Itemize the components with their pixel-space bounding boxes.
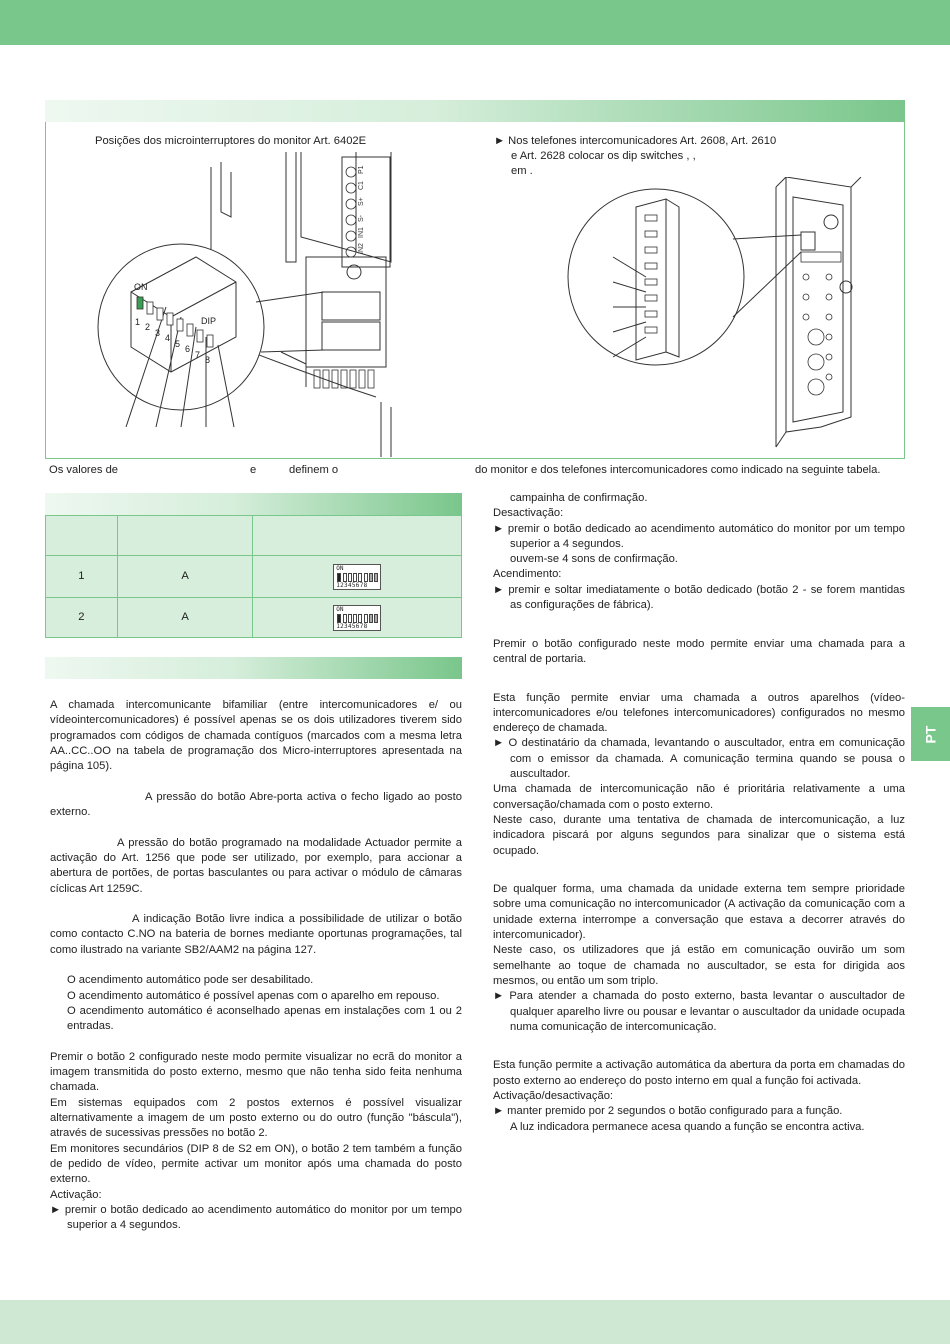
dip-number: 7 (195, 350, 201, 360)
dip-switch-setting: ON 12345678 (333, 564, 381, 590)
note-auto-on-entries: O acendimento automático é aconselhado apenas em instalações com 1 ou 2 entradas. (67, 1004, 462, 1033)
note-auto-on-disable: O acendimento automático pode ser desabilitado. (67, 974, 314, 987)
dip-switch-toggle (374, 614, 378, 623)
table-section-bar (45, 493, 462, 515)
right-text-column (493, 491, 905, 1135)
row-number: 1 (46, 556, 118, 598)
terminal-label: C1 (358, 181, 365, 190)
dip-label: DIP (201, 316, 217, 326)
row-number: 2 (46, 598, 118, 638)
values-line-part1: Os valores de (49, 464, 119, 476)
bullet-hold-button: ► manter premido por 2 segundos o botão configurado para a função. (493, 1105, 843, 1118)
dip-switch-toggle (343, 614, 347, 623)
row-letter: A (117, 598, 253, 638)
bullet-switch-on: ► premir e soltar imediatamente o botão dedicado (botão 2 - se forem mantidas as configurações de fábrica). (493, 583, 905, 612)
dip-switch-toggle (337, 573, 341, 582)
text-confirm-bell: campainha de confirmação. (510, 492, 648, 504)
figure-section-bar (45, 100, 905, 122)
footer-band (0, 1300, 950, 1344)
dip-switch-toggle (348, 614, 352, 623)
dip-switch-toggle (337, 614, 341, 623)
right-figure-caption-line3: em . (511, 165, 533, 177)
values-line-part3: definem o (289, 464, 339, 476)
paragraph-auto-door: Esta função permite a activação automática da abertura da porta em chamadas do posto externo ao endereço do posto interno em qual a função foi activada. (493, 1059, 905, 1087)
terminal-label: P1 (358, 165, 365, 174)
terminal-label: IN2 (358, 243, 365, 254)
paragraph-intercom-priority: Uma chamada de intercomunicação não é prioritária relativamente a uma conversação/chamada com o posto externo. (493, 783, 905, 811)
row-letter: A (117, 556, 253, 598)
terminal-label: S+ (358, 197, 365, 206)
dip-number: 3 (155, 328, 161, 338)
left-text-column (50, 698, 462, 1233)
paragraph-bascula: Em sistemas equipados com 2 postos externos é possível visualizar alternativamente a imagem de um posto externo ou do outro (função "báscula"), através de sucessivas pressões no botão 2. (50, 1096, 462, 1140)
right-figure-caption-line2: e Art. 2628 colocar os dip switches , , (511, 150, 696, 162)
dip-switch-toggle (369, 573, 373, 582)
intercom-dip-drawing (561, 177, 901, 457)
dip-switch-toggle (364, 573, 368, 582)
bullet-activation: ► premir o botão dedicado ao acendimento automático do monitor por um tempo superior a 4 segundos. (50, 1203, 462, 1232)
dip-switch-toggle (353, 573, 357, 582)
bullet-intercom-answer: ► O destinatário da chamada, levantando o auscultador, entra em comunicação com o emissor da chamada. A comunicação termina quando se pousa o auscultador. (493, 737, 905, 781)
paragraph-intercom-busy: Neste caso, durante uma tentativa de chamada de intercomunicação, a luz indicadora piscará por alguns segundos para sinalizar que o sistema está ocupado. (493, 813, 905, 857)
dip-switch-setting: ON 12345678 (333, 605, 381, 631)
table-row (46, 556, 462, 598)
dip-number: 4 (165, 333, 171, 343)
table-row (46, 598, 462, 638)
right-figure-caption-line1: ► Nos telefones intercomunicadores Art. 2608, Art. 2610 (494, 135, 777, 147)
bullet-answer-external: ► Para atender a chamada do posto externo, basta levantar o auscultador de qualquer aparelho livre ou pousar e levantar o auscultador da unidade ocupada numa comunicação de intercomunicação. (493, 990, 905, 1033)
figure-box (45, 122, 905, 459)
table-header-row (46, 516, 462, 556)
paragraph-free-button: A indicação Botão livre indica a possibilidade de utilizar o botão como contacto C.NO na bateria de bornes mediante oportunas programações, tal como ilustrado na variante SB2/AAM2 na página 127. (50, 913, 462, 956)
label-activation: Activação: (50, 1188, 102, 1201)
dip-number: 6 (185, 344, 191, 354)
paragraph-secondary-monitors: Em monitores secundários (DIP 8 de S2 em ON), o botão 2 tem também a função de pedido de vídeo, permite activar um monitor após uma chamada do posto externo. (50, 1142, 462, 1186)
dip-switch-toggle (343, 573, 347, 582)
label-switch-on: Acendimento: (493, 568, 562, 581)
dip-switch-toggle (358, 614, 362, 623)
bullet-deactivation: ► premir o botão dedicado ao acendimento automático do monitor por um tempo superior a 4 segundos. (493, 522, 905, 550)
dip-number: 2 (145, 322, 151, 332)
paragraph-external-priority: De qualquer forma, uma chamada da unidade externa tem sempre prioridade sobre uma comunicação no intercomunicador (A activação da comunicação com a unidade externa interrompe a conversação que estava a decorrer através do intercomunicador). (493, 883, 905, 942)
values-line-part4: do monitor e dos telefones intercomunicadores como indicado na seguinte tabela. (475, 464, 881, 476)
paragraph-door-opener: A pressão do botão Abre-porta activa o fecho ligado ao posto externo. (50, 790, 462, 819)
terminal-label: S- (358, 215, 365, 222)
text-indicator-on: A luz indicadora permanece acesa quando a função se encontra activa. (510, 1120, 865, 1133)
dip-on-label: ON (134, 282, 148, 292)
values-line-part2: e (250, 464, 257, 476)
label-deactivation: Desactivação: (493, 507, 564, 520)
paragraph-porter-call: Premir o botão configurado neste modo permite enviar uma chamada para a central de portaria. (493, 637, 905, 665)
paragraph-triple-sound: Neste caso, os utilizadores que já estão em comunicação ouvirão um som semelhante ao toque de chamada no auscultador, se esta for dirigida aos mesmos, ou então um som triplo. (493, 944, 905, 987)
label-activation-deactivation: Activação/desactivação: (493, 1089, 614, 1102)
terminal-label: IN1 (358, 227, 365, 238)
dip-switch-toggle (374, 573, 378, 582)
dip-number: 5 (175, 339, 181, 349)
dip-number: 1 (135, 317, 141, 327)
programming-table (45, 515, 462, 638)
paragraph-intercom-bifamiliar: A chamada intercomunicante bifamiliar (entre intercomunicadores e/ ou vídeointercomunicadores) é possível apenas se os dois utilizadores tiverem sido programados com códigos de chamada contíguos (marcados com a mesma letra AA..CC..OO na tabela de programação dos Micro-interruptores apresentada na página 105). (50, 699, 462, 773)
dip-switch-toggle (369, 614, 373, 623)
monitor-dip-drawing (46, 152, 476, 457)
paragraph-button2-view: Premir o botão 2 configurado neste modo permite visualizar no ecrã do monitor a imagem transmitida do posto externo, mesmo que não tenha sido feita nenhuma chamada. (50, 1050, 462, 1094)
language-tab (911, 707, 950, 761)
dip-switch-toggle (358, 573, 362, 582)
dip-number: 8 (205, 355, 211, 365)
text-four-sounds: ouvem-se 4 sons de confirmação. (510, 553, 678, 566)
language-tab-label: PT (922, 725, 939, 744)
paragraph-intercom-call: Esta função permite enviar uma chamada a outros aparelhos (vídeo-intercomunicadores e/ou telefones intercomunicadores) configurados no mesmo endereço de chamada. (493, 691, 905, 735)
dip-switch-toggle (364, 614, 368, 623)
dip-switch-toggle (353, 614, 357, 623)
functions-section-bar (45, 657, 462, 679)
header-band (0, 0, 950, 45)
note-auto-on-rest: O acendimento automático é possível apenas com o aparelho em repouso. (67, 989, 440, 1002)
dip-switch-toggle (348, 573, 352, 582)
left-figure-caption: Posições dos microinterruptores do monitor Art. 6402E (95, 135, 367, 147)
paragraph-actuator: A pressão do botão programado na modalidade Actuador permite a activação do Art. 1256 que pode ser utilizado, por exemplo, para accionar a abertura de portões, de portas basculantes ou para activar o módulo de câmaras cíclicas Art 1259C. (50, 836, 462, 895)
